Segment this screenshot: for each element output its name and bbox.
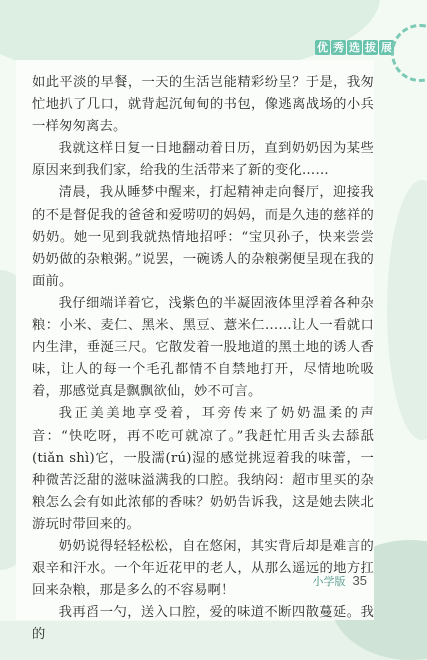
paragraph: 我就这样日复一日地翻动着日历，直到奶奶因为某些原因来到我们家，给我的生活带来了新的变化…… [32, 141, 374, 179]
paragraph: 我再舀一勺，送入口腔，爱的味道不断四散蔓延。我的 [32, 605, 374, 643]
paragraph: 如此平淡的早餐，一天的生活岂能精彩纷呈？于是，我匆忙地扒了几口，就背起沉甸甸的书包，像逃离战场的小兵一样匆匆离去。 [32, 75, 374, 135]
badge-char: 拔 [365, 41, 376, 54]
paragraph: 奶奶说得轻轻松松，自在悠闲，其实背后却是难言的艰辛和汗水。一个年近花甲的老人，从那么遥远的地方扛回来杂粮，那是多么的不容易啊！ [32, 538, 374, 599]
decorative-blob-right [387, 180, 427, 440]
page-number: 35 [352, 573, 367, 588]
badge-char: 展 [381, 41, 392, 54]
decorative-dashed-circle [391, 24, 427, 82]
paragraph: 我正美美地享受着，耳旁传来了奶奶温柔的声音：“快吃呀，再不吃可就凉了。”我赶忙用舌头去舔舐(tiǎn shì)它，一股濡(rú)湿的感觉挑逗着我的味蕾，一种微苦泛甜的滋味溢满我的口腔。我纳闷：超市里买的杂粮怎么会有如此浓郁的香味？奶奶告诉我，这是她去陕北游玩时带回来的。 [32, 406, 374, 532]
edition-label: 小学版 [312, 576, 346, 588]
paragraph: 清晨，我从睡梦中醒来，打起精神走向餐厅，迎接我的不是督促我的爸爸和爱唠叨的妈妈，而是久违的慈祥的奶奶。她一见到我就热情地招呼：“宝贝孙子，快来尝尝奶奶做的杂粮粥。”说罢，一碗诱人的杂粮粥便呈现在我的面前。 [32, 185, 374, 289]
badge-char: 选 [349, 41, 360, 54]
badge-char: 秀 [333, 41, 344, 54]
badge-char: 优 [317, 41, 328, 54]
article-body [32, 72, 374, 646]
section-badge [315, 40, 394, 57]
page-footer [312, 573, 367, 589]
paragraph: 我仔细端详着它，浅紫色的半凝固液体里浮着各种杂粮：小米、麦仁、黑米、黑豆、薏米仁……让人一看就口内生津，垂涎三尺。它散发着一股地道的黑土地的诱人香味，让人的每一个毛孔都情不自禁地打开，尽情地吮吸着，那感觉真是飘飘欲仙，妙不可言。 [32, 295, 374, 400]
